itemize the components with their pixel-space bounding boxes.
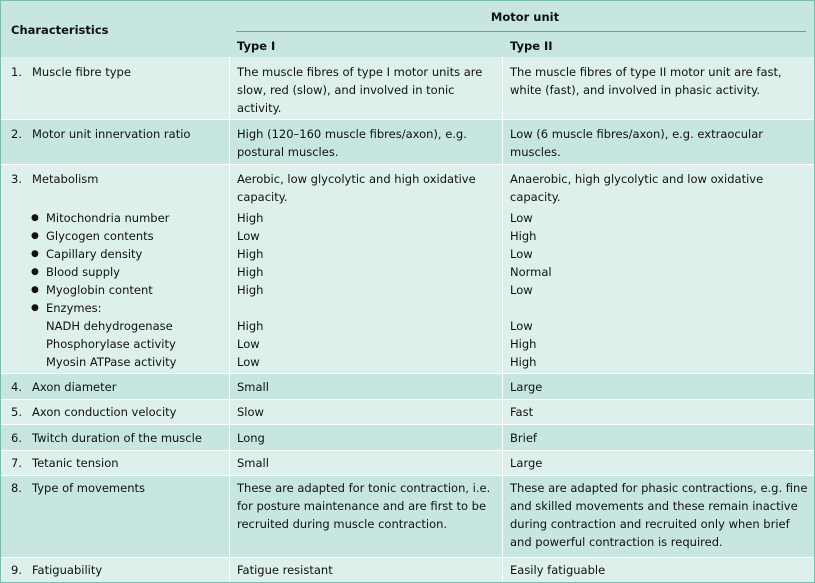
row-type-1: Fatigue resistant [237, 563, 333, 577]
metabolism-item-type-1: High [237, 265, 264, 279]
row-type-2: Brief [510, 431, 537, 445]
table-header [1, 1, 814, 57]
metabolism-item-type-1: High [237, 247, 264, 261]
row-number: 6. [11, 431, 22, 445]
column-divider [502, 57, 503, 582]
row-type-2: Anaerobic, high glycolytic and low oxidative capacity. [510, 172, 764, 204]
metabolism-item-label: Myoglobin content [46, 283, 153, 297]
bullet-icon: ● [31, 267, 39, 277]
row-label: Axon diameter [32, 380, 117, 394]
bullet-icon: ● [31, 231, 39, 241]
enzyme-item-type-1: Low [237, 337, 260, 351]
row-type-2: Large [510, 380, 543, 394]
bullet-icon: ● [31, 249, 39, 259]
enzyme-item-type-2: High [510, 355, 537, 369]
header-type-2: Type II [510, 39, 553, 53]
row-type-1: The muscle fibres of type I motor units are slow, red (slow), and involved in tonic activity. [237, 65, 483, 115]
row-type-2: Low (6 muscle fibres/axon), e.g. extraocular muscles. [510, 127, 763, 159]
header-divider [236, 31, 806, 32]
row-type-1: Small [237, 380, 269, 394]
metabolism-item-label: Glycogen contents [46, 229, 154, 243]
row-type-1: Slow [237, 405, 264, 419]
row-number: 2. [11, 127, 22, 141]
header-type-1: Type I [237, 39, 276, 53]
row-label: Twitch duration of the muscle [32, 431, 202, 445]
table-row [1, 425, 814, 450]
row-label: Metabolism [32, 172, 99, 186]
metabolism-item-label: Blood supply [46, 265, 120, 279]
row-type-2: Large [510, 456, 543, 470]
metabolism-item-type-2: Normal [510, 265, 552, 279]
row-type-2: These are adapted for phasic contractions, e.g. fine and skilled movements and these remain inactive during contraction and recruited only when brief and powerful contraction is required. [510, 481, 808, 549]
row-number: 3. [11, 172, 22, 186]
table-row [1, 120, 814, 164]
enzyme-item-label: NADH dehydrogenase [46, 319, 173, 333]
header-characteristics: Characteristics [11, 23, 109, 37]
row-label: Fatiguability [32, 563, 103, 577]
enzyme-item-type-2: High [510, 337, 537, 351]
metabolism-item-label: Capillary density [46, 247, 143, 261]
row-number: 8. [11, 481, 22, 495]
header-motor-unit: Motor unit [490, 10, 560, 24]
metabolism-item-type-1: Low [237, 229, 260, 243]
bullet-icon: ● [31, 213, 39, 223]
bullet-icon: ● [31, 285, 39, 295]
table-row-metabolism [1, 165, 814, 373]
row-number: 5. [11, 405, 22, 419]
table-row [1, 476, 814, 557]
row-label: Motor unit innervation ratio [32, 127, 191, 141]
metabolism-item-label: Enzymes: [46, 301, 102, 315]
table-row [1, 451, 814, 475]
row-type-2: Easily fatiguable [510, 563, 606, 577]
column-divider [229, 57, 230, 582]
metabolism-item-label: Mitochondria number [46, 211, 170, 225]
row-number: 9. [11, 563, 22, 577]
row-label: Tetanic tension [32, 456, 119, 470]
enzyme-item-type-2: Low [510, 319, 533, 333]
metabolism-item-type-2: High [510, 229, 537, 243]
metabolism-item-type-2: Low [510, 211, 533, 225]
row-label: Type of movements [32, 481, 145, 495]
table-row [1, 400, 814, 424]
enzyme-item-label: Myosin ATPase activity [46, 355, 177, 369]
row-label: Axon conduction velocity [32, 405, 177, 419]
row-type-1: These are adapted for tonic contraction, i.e. for posture maintenance and are first to be recruited during muscle contraction. [237, 481, 491, 531]
table-row [1, 374, 814, 399]
enzyme-item-label: Phosphorylase activity [46, 337, 176, 351]
row-type-2: Fast [510, 405, 534, 419]
table-row [1, 558, 814, 582]
row-type-1: High (120–160 muscle fibres/axon), e.g. postural muscles. [237, 127, 467, 159]
metabolism-item-type-1: High [237, 283, 264, 297]
row-type-1: Aerobic, low glycolytic and high oxidative capacity. [237, 172, 476, 204]
row-type-1: Small [237, 456, 269, 470]
metabolism-item-type-2: Low [510, 283, 533, 297]
metabolism-item-type-2: Low [510, 247, 533, 261]
table-row [1, 57, 814, 119]
row-number: 7. [11, 456, 22, 470]
row-number: 1. [11, 65, 22, 79]
row-type-1: Long [237, 431, 265, 445]
bullet-icon: ● [31, 303, 39, 313]
enzyme-item-type-1: High [237, 319, 264, 333]
metabolism-item-type-1: High [237, 211, 264, 225]
row-label: Muscle fibre type [32, 65, 131, 79]
row-number: 4. [11, 380, 22, 394]
enzyme-item-type-1: Low [237, 355, 260, 369]
row-type-2: The muscle fibres of type II motor unit are fast, white (fast), and involved in phasic activity. [510, 65, 782, 97]
